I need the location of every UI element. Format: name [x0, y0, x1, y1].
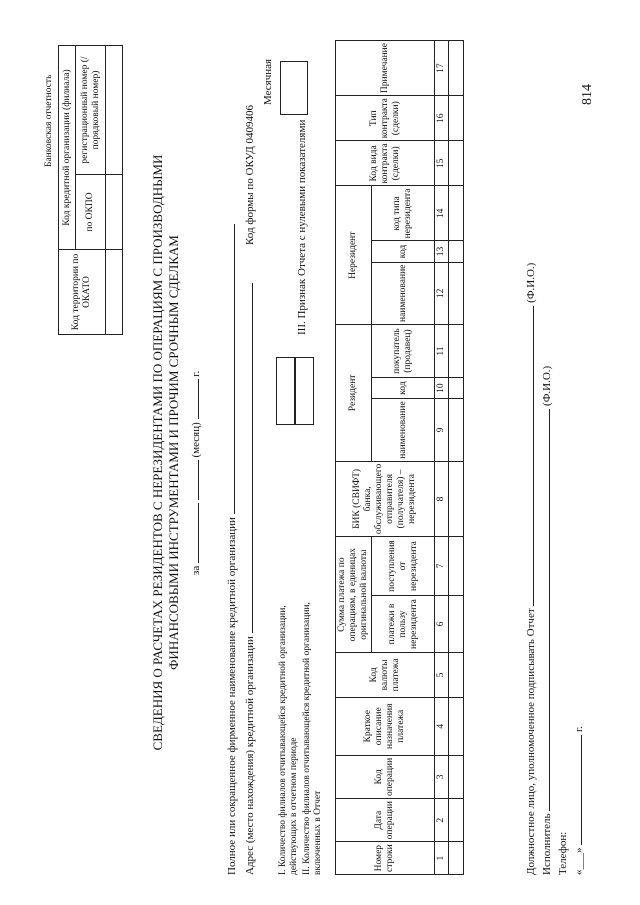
table-cell[interactable]	[449, 653, 464, 698]
h-row-no: Номер строки	[336, 842, 435, 875]
h-res-name: наименование	[372, 399, 435, 461]
table-cell[interactable]	[449, 41, 464, 96]
period-day-blank	[198, 503, 199, 563]
full-name-row	[226, 224, 239, 875]
page-number: 814	[580, 84, 595, 105]
table-cell[interactable]	[449, 595, 464, 652]
h-code-op: Код операции	[336, 755, 435, 798]
header-codes-table	[58, 45, 123, 335]
column-number: 4	[435, 697, 449, 755]
table-cell[interactable]	[449, 755, 464, 798]
section-3-box[interactable]	[280, 61, 308, 115]
column-number: 11	[435, 325, 449, 378]
column-number: 7	[435, 537, 449, 596]
h-nr-type: код типа нерезидента	[372, 186, 435, 241]
phone-label: Телефон:	[557, 831, 569, 875]
blank-cell	[106, 175, 123, 250]
column-number: 10	[435, 378, 449, 399]
h-currency: Код валюты платежа	[336, 653, 435, 698]
section-3: III. Признак Отчета с нулевыми показателями	[296, 119, 308, 335]
section-2-box[interactable]	[294, 357, 314, 425]
code-credit-org-cell: Код кредитной организации (филиала)	[59, 46, 76, 250]
column-number: 5	[435, 653, 449, 698]
table-cell[interactable]	[449, 241, 464, 262]
phone-row	[557, 832, 570, 875]
title-line-1: СВЕДЕНИЯ О РАСЧЕТАХ РЕЗИДЕНТОВ С НЕРЕЗИДЕНТАМИ ПО ОПЕРАЦИЯМ С ПРОИЗВОДНЫМИ	[150, 154, 165, 751]
column-number: 8	[435, 461, 449, 536]
column-number: 1	[435, 842, 449, 875]
address-label: Адрес (место нахождения) кредитной организации	[244, 636, 256, 875]
table-cell[interactable]	[449, 262, 464, 324]
table-cell[interactable]	[449, 842, 464, 875]
executor-label: Исполнитель	[541, 813, 553, 875]
column-number: 15	[435, 141, 449, 186]
column-numbers-row	[435, 41, 449, 875]
h-nonresident: Нерезидент	[336, 186, 372, 325]
section-1: I. Количество филиалов отчитывающейся кредитной организации, действующих в отчетном периоде	[278, 605, 299, 875]
h-contract-type: Код вида контракта (сделки)	[336, 141, 435, 186]
code-territory-cell: Код территории по ОКАТО	[59, 250, 106, 335]
h-bic: БИК (СВИФТ) банка, обслуживающего отправителя (получателя) – нерезидента	[336, 461, 435, 536]
executor-blank	[549, 409, 550, 811]
h-res-buyer: покупатель (продавец)	[372, 325, 435, 378]
column-number: 9	[435, 399, 449, 461]
section-2: II. Количество филиалов отчитывающейся кредитной организации, включенных в Отчет	[302, 602, 323, 875]
fio-2: (Ф.И.О.)	[541, 365, 553, 406]
address-blank	[252, 283, 253, 633]
page-title	[150, 0, 182, 905]
h-note: Примечание	[336, 41, 435, 96]
date-open: «___»	[573, 847, 585, 875]
fio-1: (Ф.И.О.)	[525, 262, 537, 303]
table-cell[interactable]	[449, 186, 464, 241]
table-cell[interactable]	[449, 697, 464, 755]
column-number: 2	[435, 799, 449, 842]
blank-cell	[106, 250, 123, 335]
period-line	[190, 371, 203, 575]
bank-reporting-label: Банковская отчетность	[44, 74, 54, 167]
table-cell[interactable]	[449, 378, 464, 399]
column-number: 12	[435, 262, 449, 324]
h-sum-in-favor: платежи в пользу нерезидента	[372, 595, 435, 652]
section-1-box[interactable]	[276, 357, 296, 425]
table-cell[interactable]	[449, 96, 464, 141]
blank-cell	[106, 46, 123, 175]
table-cell[interactable]	[449, 325, 464, 378]
h-contract-kind: Тип контракта (сделки)	[336, 96, 435, 141]
h-sum-group: Сумма платежа по операциям, в единицах оригинальной валюты	[336, 537, 372, 653]
date-blank	[581, 735, 582, 845]
official-blank	[533, 306, 534, 606]
date-year: г.	[573, 725, 585, 732]
title-line-2: ФИНАНСОВЫМИ ИНСТРУМЕНТАМИ И ПРОЧИМ СРОЧНЫМ СДЕЛКАМ	[166, 235, 181, 670]
column-number: 16	[435, 96, 449, 141]
full-name-blank	[234, 224, 235, 514]
address-row	[244, 283, 257, 875]
official-row	[525, 263, 538, 875]
table-cell[interactable]	[449, 461, 464, 536]
period-year-blank	[198, 379, 199, 419]
h-date: Дата операции	[336, 799, 435, 842]
table-cell[interactable]	[449, 799, 464, 842]
column-number: 3	[435, 755, 449, 798]
form-code: Код формы по ОКУД 0409406	[244, 104, 256, 245]
column-number: 17	[435, 41, 449, 96]
sign-date-row	[573, 726, 586, 875]
okpo-cell: по ОКПО	[76, 175, 106, 250]
main-table	[335, 40, 464, 875]
column-number: 14	[435, 186, 449, 241]
table-cell[interactable]	[449, 399, 464, 461]
reg-number-cell: регистрационный номер (/порядковый номер)	[76, 46, 106, 175]
h-sum-receipts: поступления от нерезидента	[372, 537, 435, 596]
period-za: за	[190, 565, 202, 575]
table-cell[interactable]	[449, 537, 464, 596]
column-number: 13	[435, 241, 449, 262]
h-nr-code: код	[372, 241, 435, 262]
full-name-label: Полное или сокращенное фирменное наименование кредитной организации	[226, 517, 238, 875]
h-res-code: код	[372, 378, 435, 399]
period-month-label: (месяц)	[190, 422, 202, 458]
frequency: Месячная	[262, 58, 274, 105]
period-month-blank	[198, 460, 199, 500]
table-row	[449, 41, 464, 875]
executor-row	[541, 366, 554, 875]
period-year-label: г.	[190, 370, 202, 377]
table-cell[interactable]	[449, 141, 464, 186]
h-nr-name: наименование	[372, 262, 435, 324]
h-resident: Резидент	[336, 325, 372, 462]
column-number: 6	[435, 595, 449, 652]
official-label: Должностное лицо, уполномоченное подписывать Отчет	[525, 608, 537, 875]
h-desc: Краткое описание назначения платежа	[336, 697, 435, 755]
